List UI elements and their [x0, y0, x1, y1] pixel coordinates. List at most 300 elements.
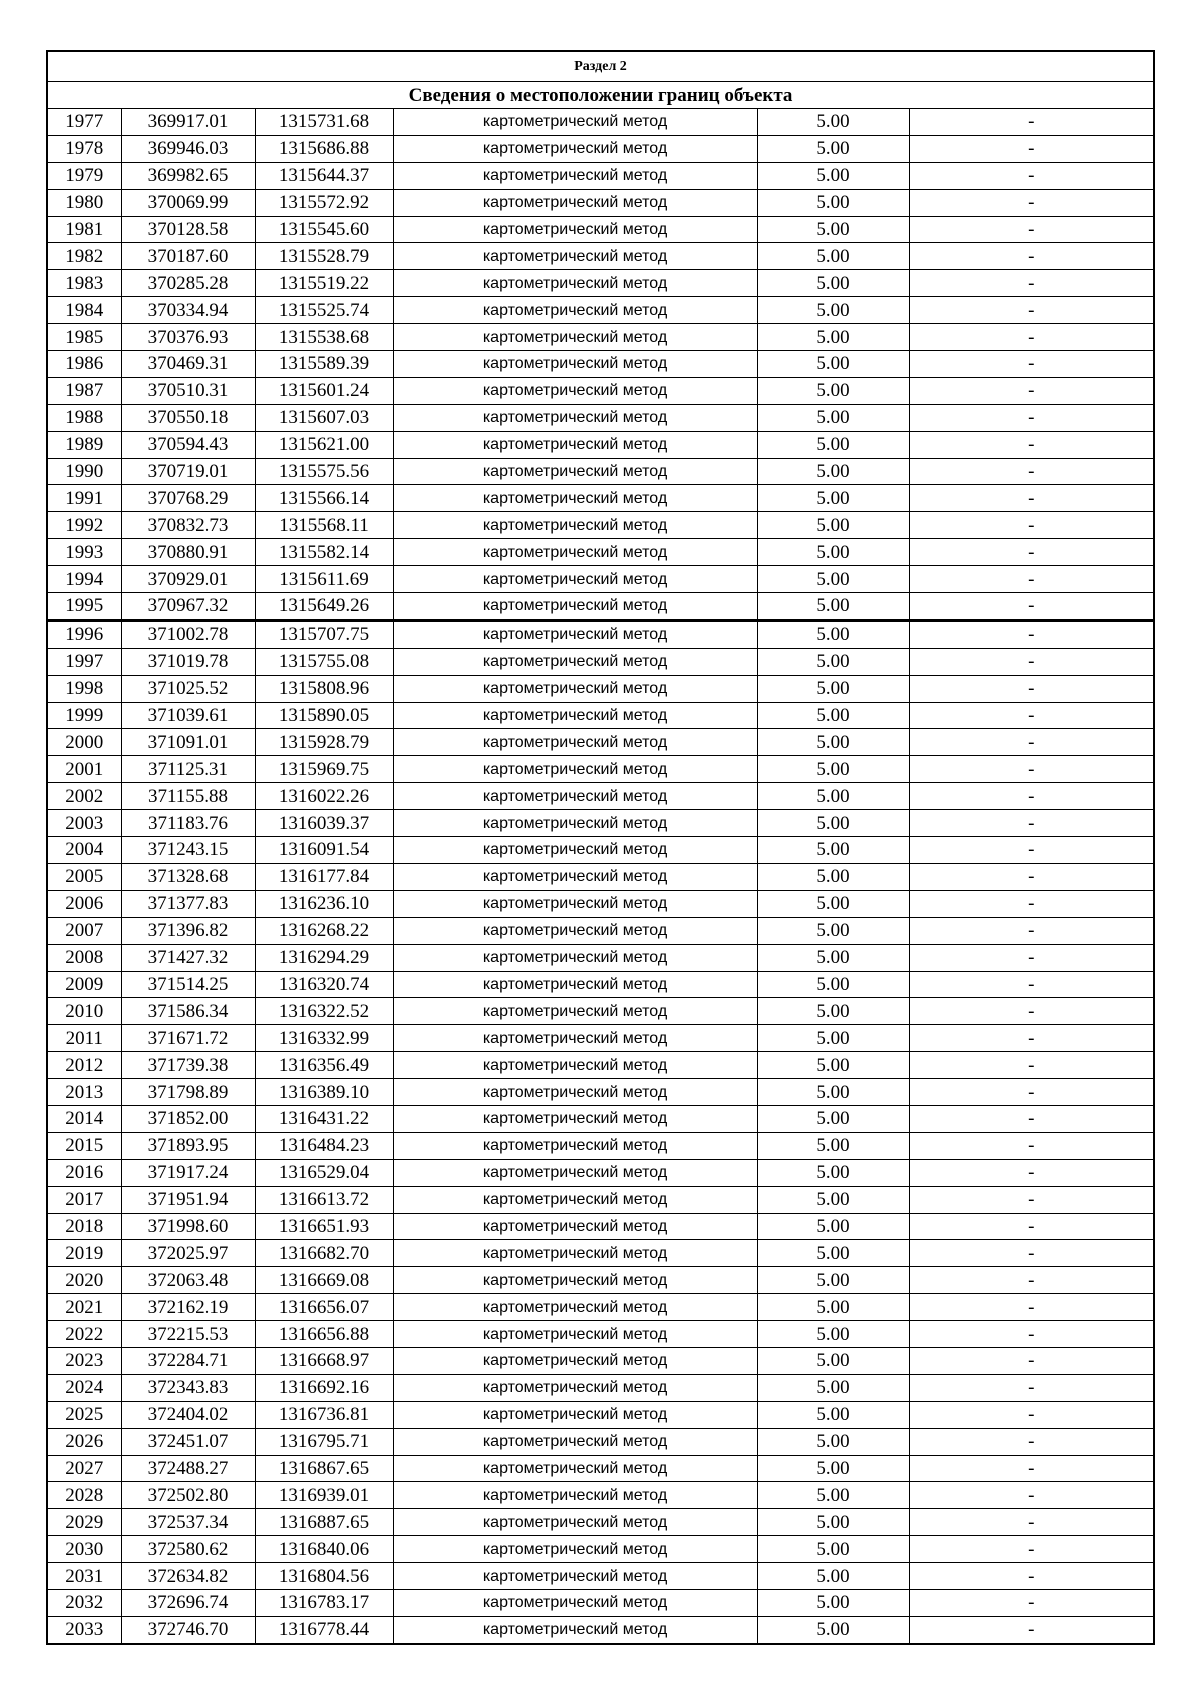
coordinate-x-cell: 370768.29: [121, 485, 255, 512]
note-cell: -: [909, 729, 1154, 756]
note-cell: -: [909, 1428, 1154, 1455]
coordinate-y-cell: 1316736.81: [255, 1401, 393, 1428]
coordinate-y-cell: 1316039.37: [255, 810, 393, 837]
note-cell: -: [909, 1482, 1154, 1509]
point-number-cell: 2017: [47, 1186, 121, 1213]
method-cell: картометрический метод: [393, 1563, 757, 1590]
table-row: [47, 756, 1154, 783]
accuracy-cell: 5.00: [757, 1267, 909, 1294]
note-cell: -: [909, 243, 1154, 270]
coordinate-x-cell: 370880.91: [121, 539, 255, 566]
table-row: [47, 109, 1154, 136]
coordinate-y-cell: 1315707.75: [255, 620, 393, 648]
coordinate-y-cell: 1315969.75: [255, 756, 393, 783]
table-row: [47, 1132, 1154, 1159]
coordinate-x-cell: 370469.31: [121, 351, 255, 378]
coordinate-y-cell: 1315755.08: [255, 648, 393, 675]
accuracy-cell: 5.00: [757, 1213, 909, 1240]
method-cell: картометрический метод: [393, 648, 757, 675]
table-row: [47, 1213, 1154, 1240]
table-row: [47, 297, 1154, 324]
accuracy-cell: 5.00: [757, 675, 909, 702]
coordinate-x-cell: 371739.38: [121, 1052, 255, 1079]
accuracy-cell: 5.00: [757, 377, 909, 404]
method-cell: картометрический метод: [393, 1159, 757, 1186]
coordinate-x-cell: 371025.52: [121, 675, 255, 702]
coordinate-y-cell: 1315575.56: [255, 458, 393, 485]
accuracy-cell: 5.00: [757, 756, 909, 783]
accuracy-cell: 5.00: [757, 1052, 909, 1079]
note-cell: -: [909, 1455, 1154, 1482]
method-cell: картометрический метод: [393, 1079, 757, 1106]
point-number-cell: 1998: [47, 675, 121, 702]
table-row: [47, 1079, 1154, 1106]
method-cell: картометрический метод: [393, 837, 757, 864]
point-number-cell: 1982: [47, 243, 121, 270]
table-row: [47, 890, 1154, 917]
method-cell: картометрический метод: [393, 109, 757, 136]
coordinate-x-cell: 371183.76: [121, 810, 255, 837]
point-number-cell: 2005: [47, 863, 121, 890]
coordinate-x-cell: 372215.53: [121, 1321, 255, 1348]
table-row: [47, 971, 1154, 998]
point-number-cell: 2023: [47, 1347, 121, 1374]
table-row: [47, 189, 1154, 216]
method-cell: картометрический метод: [393, 1482, 757, 1509]
note-cell: -: [909, 863, 1154, 890]
note-cell: -: [909, 756, 1154, 783]
method-cell: картометрический метод: [393, 297, 757, 324]
coordinate-x-cell: 370069.99: [121, 189, 255, 216]
method-cell: картометрический метод: [393, 351, 757, 378]
method-cell: картометрический метод: [393, 863, 757, 890]
accuracy-cell: 5.00: [757, 566, 909, 593]
note-cell: -: [909, 1052, 1154, 1079]
method-cell: картометрический метод: [393, 189, 757, 216]
method-cell: картометрический метод: [393, 593, 757, 621]
table-row: [47, 243, 1154, 270]
point-number-cell: 2026: [47, 1428, 121, 1455]
table-row: [47, 837, 1154, 864]
coordinate-x-cell: 372696.74: [121, 1589, 255, 1616]
coordinate-x-cell: 371377.83: [121, 890, 255, 917]
table-row: [47, 917, 1154, 944]
method-cell: картометрический метод: [393, 729, 757, 756]
coordinate-x-cell: 370376.93: [121, 324, 255, 351]
note-cell: -: [909, 593, 1154, 621]
coordinate-y-cell: 1316613.72: [255, 1186, 393, 1213]
method-cell: картометрический метод: [393, 1536, 757, 1563]
table-row: [47, 1482, 1154, 1509]
method-cell: картометрический метод: [393, 1186, 757, 1213]
method-cell: картометрический метод: [393, 1213, 757, 1240]
coordinate-y-cell: 1316332.99: [255, 1025, 393, 1052]
note-cell: -: [909, 1321, 1154, 1348]
table-row: [47, 863, 1154, 890]
point-number-cell: 1994: [47, 566, 121, 593]
table-row: [47, 135, 1154, 162]
table-row: [47, 1186, 1154, 1213]
accuracy-cell: 5.00: [757, 1374, 909, 1401]
accuracy-cell: 5.00: [757, 1321, 909, 1348]
table-row: [47, 1589, 1154, 1616]
accuracy-cell: 5.00: [757, 297, 909, 324]
section-label-row: [47, 51, 1154, 82]
accuracy-cell: 5.00: [757, 1347, 909, 1374]
note-cell: -: [909, 539, 1154, 566]
coordinate-x-cell: 371427.32: [121, 944, 255, 971]
note-cell: -: [909, 1401, 1154, 1428]
coordinate-y-cell: 1316804.56: [255, 1563, 393, 1590]
point-number-cell: 1980: [47, 189, 121, 216]
coordinate-y-cell: 1316356.49: [255, 1052, 393, 1079]
method-cell: картометрический метод: [393, 216, 757, 243]
accuracy-cell: 5.00: [757, 1536, 909, 1563]
coordinate-y-cell: 1316887.65: [255, 1509, 393, 1536]
coordinate-y-cell: 1316091.54: [255, 837, 393, 864]
coordinate-y-cell: 1315538.68: [255, 324, 393, 351]
coordinate-x-cell: 372634.82: [121, 1563, 255, 1590]
table-row: [47, 351, 1154, 378]
method-cell: картометрический метод: [393, 1616, 757, 1643]
point-number-cell: 2010: [47, 998, 121, 1025]
coordinate-y-cell: 1316389.10: [255, 1079, 393, 1106]
point-number-cell: 2009: [47, 971, 121, 998]
method-cell: картометрический метод: [393, 243, 757, 270]
coordinate-y-cell: 1316783.17: [255, 1589, 393, 1616]
coordinate-y-cell: 1316320.74: [255, 971, 393, 998]
coordinate-y-cell: 1315686.88: [255, 135, 393, 162]
accuracy-cell: 5.00: [757, 324, 909, 351]
note-cell: -: [909, 1025, 1154, 1052]
coordinate-x-cell: 371951.94: [121, 1186, 255, 1213]
point-number-cell: 1992: [47, 512, 121, 539]
coordinate-x-cell: 370285.28: [121, 270, 255, 297]
point-number-cell: 1977: [47, 109, 121, 136]
note-cell: -: [909, 944, 1154, 971]
accuracy-cell: 5.00: [757, 890, 909, 917]
table-row: [47, 1428, 1154, 1455]
point-number-cell: 2022: [47, 1321, 121, 1348]
coordinate-y-cell: 1316682.70: [255, 1240, 393, 1267]
accuracy-cell: 5.00: [757, 863, 909, 890]
note-cell: -: [909, 1079, 1154, 1106]
coordinate-x-cell: 371155.88: [121, 783, 255, 810]
point-number-cell: 2003: [47, 810, 121, 837]
accuracy-cell: 5.00: [757, 216, 909, 243]
coordinate-y-cell: 1315528.79: [255, 243, 393, 270]
coordinate-x-cell: 370967.32: [121, 593, 255, 621]
accuracy-cell: 5.00: [757, 404, 909, 431]
coordinate-y-cell: 1315582.14: [255, 539, 393, 566]
method-cell: картометрический метод: [393, 702, 757, 729]
method-cell: картометрический метод: [393, 783, 757, 810]
accuracy-cell: 5.00: [757, 1159, 909, 1186]
accuracy-cell: 5.00: [757, 458, 909, 485]
table-row: [47, 270, 1154, 297]
coordinate-y-cell: 1316840.06: [255, 1536, 393, 1563]
coordinate-x-cell: 371002.78: [121, 620, 255, 648]
coordinate-y-cell: 1315601.24: [255, 377, 393, 404]
accuracy-cell: 5.00: [757, 431, 909, 458]
method-cell: картометрический метод: [393, 810, 757, 837]
point-number-cell: 2007: [47, 917, 121, 944]
coordinate-x-cell: 371243.15: [121, 837, 255, 864]
point-number-cell: 2015: [47, 1132, 121, 1159]
note-cell: -: [909, 1294, 1154, 1321]
coordinate-x-cell: 372063.48: [121, 1267, 255, 1294]
note-cell: -: [909, 1213, 1154, 1240]
method-cell: картометрический метод: [393, 377, 757, 404]
note-cell: -: [909, 675, 1154, 702]
table-row: [47, 1509, 1154, 1536]
coordinate-x-cell: 371671.72: [121, 1025, 255, 1052]
coordinate-y-cell: 1315731.68: [255, 109, 393, 136]
method-cell: картометрический метод: [393, 162, 757, 189]
accuracy-cell: 5.00: [757, 944, 909, 971]
coordinate-x-cell: 370510.31: [121, 377, 255, 404]
table-body: [47, 51, 1154, 1644]
accuracy-cell: 5.00: [757, 593, 909, 621]
coordinate-x-cell: 372451.07: [121, 1428, 255, 1455]
coordinate-x-cell: 370929.01: [121, 566, 255, 593]
point-number-cell: 1979: [47, 162, 121, 189]
table-row: [47, 512, 1154, 539]
method-cell: картометрический метод: [393, 944, 757, 971]
point-number-cell: 1997: [47, 648, 121, 675]
method-cell: картометрический метод: [393, 1374, 757, 1401]
note-cell: -: [909, 1616, 1154, 1643]
note-cell: -: [909, 648, 1154, 675]
coordinate-x-cell: 370594.43: [121, 431, 255, 458]
table-row: [47, 458, 1154, 485]
note-cell: -: [909, 702, 1154, 729]
accuracy-cell: 5.00: [757, 512, 909, 539]
note-cell: -: [909, 620, 1154, 648]
coordinate-y-cell: 1315808.96: [255, 675, 393, 702]
accuracy-cell: 5.00: [757, 1025, 909, 1052]
table-row: [47, 702, 1154, 729]
accuracy-cell: 5.00: [757, 1509, 909, 1536]
coordinate-y-cell: 1316022.26: [255, 783, 393, 810]
accuracy-cell: 5.00: [757, 270, 909, 297]
point-number-cell: 1995: [47, 593, 121, 621]
note-cell: -: [909, 783, 1154, 810]
note-cell: -: [909, 1536, 1154, 1563]
note-cell: -: [909, 890, 1154, 917]
method-cell: картометрический метод: [393, 431, 757, 458]
method-cell: картометрический метод: [393, 539, 757, 566]
point-number-cell: 2025: [47, 1401, 121, 1428]
table-row: [47, 593, 1154, 621]
coordinate-x-cell: 370187.60: [121, 243, 255, 270]
method-cell: картометрический метод: [393, 135, 757, 162]
point-number-cell: 2032: [47, 1589, 121, 1616]
point-number-cell: 2001: [47, 756, 121, 783]
coordinate-y-cell: 1316177.84: [255, 863, 393, 890]
point-number-cell: 1991: [47, 485, 121, 512]
table-row: [47, 1455, 1154, 1482]
accuracy-cell: 5.00: [757, 1294, 909, 1321]
coordinate-x-cell: 372580.62: [121, 1536, 255, 1563]
coordinate-x-cell: 372162.19: [121, 1294, 255, 1321]
coordinate-x-cell: 372537.34: [121, 1509, 255, 1536]
method-cell: картометрический метод: [393, 1428, 757, 1455]
accuracy-cell: 5.00: [757, 189, 909, 216]
accuracy-cell: 5.00: [757, 1428, 909, 1455]
method-cell: картометрический метод: [393, 1105, 757, 1132]
accuracy-cell: 5.00: [757, 917, 909, 944]
method-cell: картометрический метод: [393, 566, 757, 593]
point-number-cell: 2016: [47, 1159, 121, 1186]
table-row: [47, 216, 1154, 243]
accuracy-cell: 5.00: [757, 485, 909, 512]
method-cell: картометрический метод: [393, 1401, 757, 1428]
note-cell: -: [909, 377, 1154, 404]
coordinate-x-cell: 372488.27: [121, 1455, 255, 1482]
note-cell: -: [909, 297, 1154, 324]
table-row: [47, 1052, 1154, 1079]
method-cell: картометрический метод: [393, 324, 757, 351]
coordinate-y-cell: 1315928.79: [255, 729, 393, 756]
coordinate-x-cell: 369917.01: [121, 109, 255, 136]
table-row: [47, 810, 1154, 837]
note-cell: -: [909, 1240, 1154, 1267]
method-cell: картометрический метод: [393, 512, 757, 539]
coordinate-y-cell: 1315519.22: [255, 270, 393, 297]
table-row: [47, 1347, 1154, 1374]
coordinate-x-cell: 370128.58: [121, 216, 255, 243]
coordinate-x-cell: 369982.65: [121, 162, 255, 189]
coordinate-y-cell: 1315890.05: [255, 702, 393, 729]
table-row: [47, 1267, 1154, 1294]
table-row: [47, 377, 1154, 404]
note-cell: -: [909, 216, 1154, 243]
accuracy-cell: 5.00: [757, 1240, 909, 1267]
coordinate-y-cell: 1316236.10: [255, 890, 393, 917]
accuracy-cell: 5.00: [757, 162, 909, 189]
point-number-cell: 2014: [47, 1105, 121, 1132]
method-cell: картометрический метод: [393, 1589, 757, 1616]
method-cell: картометрический метод: [393, 890, 757, 917]
coordinate-y-cell: 1315621.00: [255, 431, 393, 458]
point-number-cell: 1985: [47, 324, 121, 351]
coordinate-x-cell: 372343.83: [121, 1374, 255, 1401]
note-cell: -: [909, 971, 1154, 998]
table-row: [47, 1105, 1154, 1132]
note-cell: -: [909, 837, 1154, 864]
point-number-cell: 2008: [47, 944, 121, 971]
table-row: [47, 998, 1154, 1025]
table-row: [47, 1321, 1154, 1348]
accuracy-cell: 5.00: [757, 135, 909, 162]
table-row: [47, 1025, 1154, 1052]
coordinate-x-cell: 371998.60: [121, 1213, 255, 1240]
point-number-cell: 2028: [47, 1482, 121, 1509]
method-cell: картометрический метод: [393, 404, 757, 431]
table-row: [47, 539, 1154, 566]
accuracy-cell: 5.00: [757, 1186, 909, 1213]
accuracy-cell: 5.00: [757, 1401, 909, 1428]
method-cell: картометрический метод: [393, 917, 757, 944]
coordinate-x-cell: 372284.71: [121, 1347, 255, 1374]
coordinate-y-cell: 1315607.03: [255, 404, 393, 431]
coordinate-x-cell: 371917.24: [121, 1159, 255, 1186]
note-cell: -: [909, 1589, 1154, 1616]
point-number-cell: 2011: [47, 1025, 121, 1052]
accuracy-cell: 5.00: [757, 1455, 909, 1482]
coordinate-y-cell: 1315649.26: [255, 593, 393, 621]
coordinate-x-cell: 370719.01: [121, 458, 255, 485]
table-row: [47, 1401, 1154, 1428]
method-cell: картометрический метод: [393, 998, 757, 1025]
note-cell: -: [909, 135, 1154, 162]
method-cell: картометрический метод: [393, 756, 757, 783]
method-cell: картометрический метод: [393, 1347, 757, 1374]
note-cell: -: [909, 162, 1154, 189]
coordinate-x-cell: 369946.03: [121, 135, 255, 162]
note-cell: -: [909, 1186, 1154, 1213]
accuracy-cell: 5.00: [757, 109, 909, 136]
coordinate-x-cell: 371798.89: [121, 1079, 255, 1106]
coordinate-y-cell: 1316778.44: [255, 1616, 393, 1643]
accuracy-cell: 5.00: [757, 837, 909, 864]
coordinate-y-cell: 1316268.22: [255, 917, 393, 944]
method-cell: картометрический метод: [393, 675, 757, 702]
coordinate-x-cell: 371396.82: [121, 917, 255, 944]
point-number-cell: 1978: [47, 135, 121, 162]
coordinate-x-cell: 370550.18: [121, 404, 255, 431]
coordinate-y-cell: 1316656.07: [255, 1294, 393, 1321]
coordinate-y-cell: 1315611.69: [255, 566, 393, 593]
coordinate-y-cell: 1315568.11: [255, 512, 393, 539]
coordinate-y-cell: 1315589.39: [255, 351, 393, 378]
table-row: [47, 162, 1154, 189]
table-row: [47, 404, 1154, 431]
method-cell: картометрический метод: [393, 458, 757, 485]
accuracy-cell: 5.00: [757, 1616, 909, 1643]
point-number-cell: 1987: [47, 377, 121, 404]
coordinate-x-cell: 371019.78: [121, 648, 255, 675]
method-cell: картометрический метод: [393, 1052, 757, 1079]
point-number-cell: 2002: [47, 783, 121, 810]
point-number-cell: 2021: [47, 1294, 121, 1321]
table-row: [47, 1536, 1154, 1563]
point-number-cell: 1986: [47, 351, 121, 378]
note-cell: -: [909, 917, 1154, 944]
coordinate-x-cell: 371514.25: [121, 971, 255, 998]
table-row: [47, 324, 1154, 351]
accuracy-cell: 5.00: [757, 1589, 909, 1616]
point-number-cell: 2031: [47, 1563, 121, 1590]
note-cell: -: [909, 109, 1154, 136]
coordinate-y-cell: 1316322.52: [255, 998, 393, 1025]
note-cell: -: [909, 1267, 1154, 1294]
table-row: [47, 1294, 1154, 1321]
coordinate-y-cell: 1315644.37: [255, 162, 393, 189]
point-number-cell: 2000: [47, 729, 121, 756]
method-cell: картометрический метод: [393, 1025, 757, 1052]
note-cell: -: [909, 566, 1154, 593]
coordinate-x-cell: 371039.61: [121, 702, 255, 729]
coordinate-x-cell: 372404.02: [121, 1401, 255, 1428]
coordinate-x-cell: 372025.97: [121, 1240, 255, 1267]
note-cell: -: [909, 431, 1154, 458]
method-cell: картометрический метод: [393, 1509, 757, 1536]
note-cell: -: [909, 1509, 1154, 1536]
accuracy-cell: 5.00: [757, 998, 909, 1025]
note-cell: -: [909, 512, 1154, 539]
